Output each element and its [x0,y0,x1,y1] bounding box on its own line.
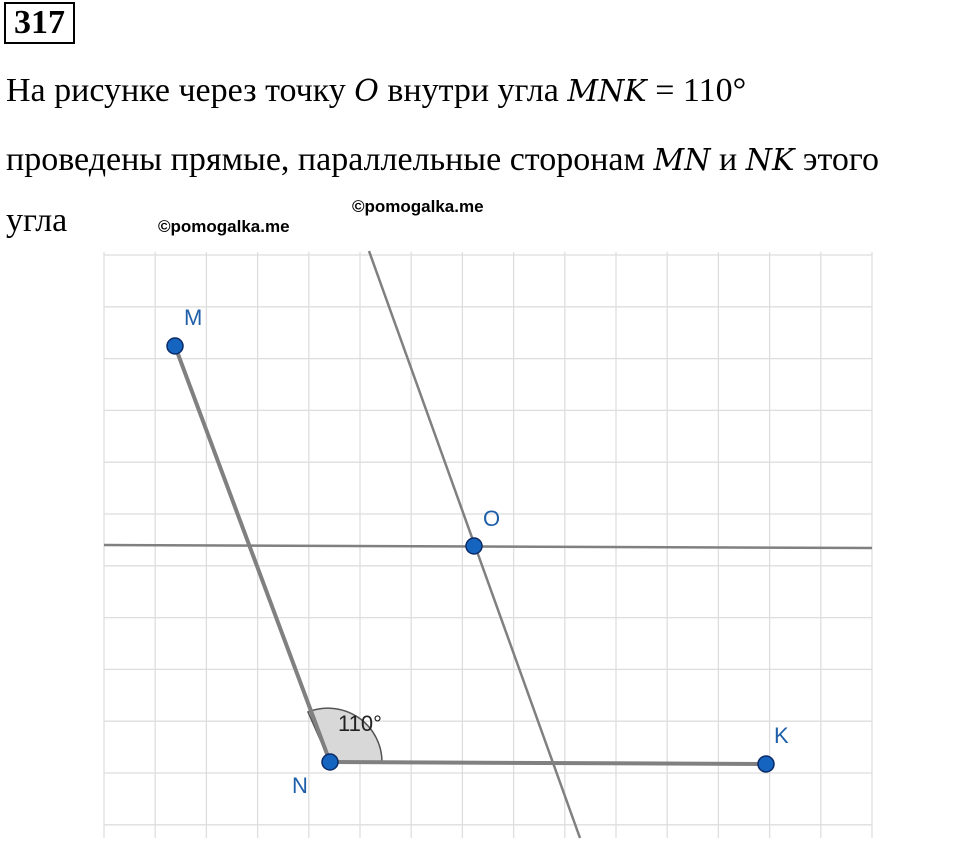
text-segment: = 110° [646,72,747,109]
point-label-k: K [774,723,789,748]
point-n [322,754,338,770]
text-segment: и [710,141,746,178]
text-segment: проведены прямые, параллельные сторонам [6,141,654,178]
watermark: ©pomogalka.me [158,217,290,236]
parallel-line-horizontal [104,545,872,548]
problem-text-line-3: угла [6,202,68,239]
angle-label: 110° [338,711,382,736]
watermark: ©pomogalka.me [352,197,484,216]
math-side-nk: NK [745,143,795,178]
text-segment: внутри угла [378,72,568,109]
point-k [758,756,774,772]
point-o [466,538,482,554]
point-m [167,338,183,354]
point-label-n: N [292,773,308,798]
text-segment: этого [794,141,879,178]
math-angle-mnk: MNK [567,74,647,109]
text-segment: На рисунке через точку [6,72,355,109]
point-label-m: M [184,305,203,330]
side-mn [175,346,330,762]
point-label-o: O [483,506,501,531]
side-nk [330,762,766,764]
math-point-o: O [354,74,379,109]
math-side-mn: MN [653,143,711,178]
problem-number: 317 [4,2,75,44]
